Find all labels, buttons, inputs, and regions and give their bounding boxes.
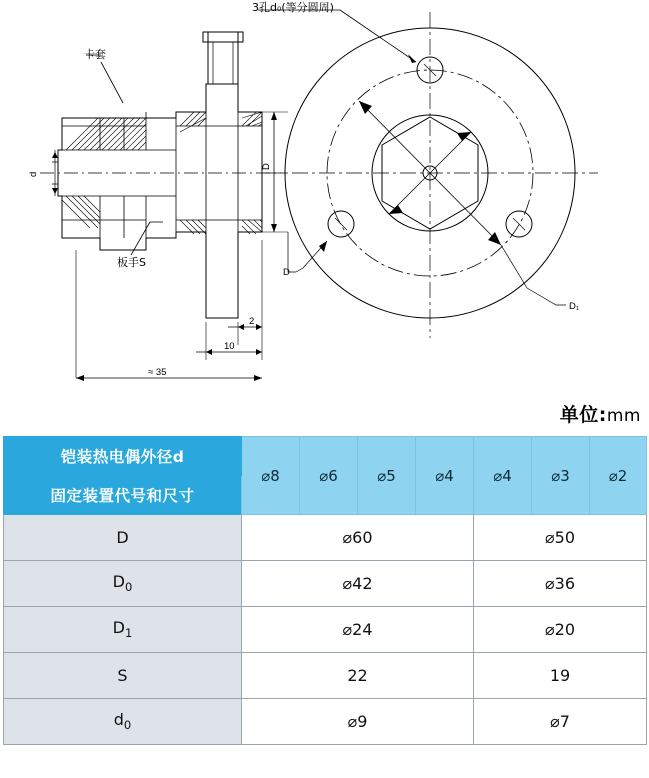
row-label-d0-sub: 0 (123, 718, 132, 733)
d-arrow-bottom (52, 188, 58, 194)
dim-2-arrow-l (238, 324, 244, 330)
row-D-value-left: ⌀60 (242, 515, 474, 561)
d-arrow-top (52, 152, 58, 158)
row-label-D1 (4, 607, 242, 653)
table-row (4, 515, 647, 561)
label-ferrule: 卡套 (84, 48, 106, 61)
spec-table (3, 436, 647, 745)
header-dia-2: ⌀5 (358, 437, 416, 515)
leader-ferrule (101, 62, 123, 103)
dim-35-arrow-l (76, 375, 84, 381)
label-dim-2: 2 (249, 316, 255, 327)
leader-D-left (288, 232, 296, 272)
header-dia-3: ⌀4 (416, 437, 474, 515)
body-inner-6 (206, 112, 238, 232)
dim-D-ext (262, 112, 288, 232)
row-label-d0 (4, 699, 242, 745)
unit-label: 单位 (559, 404, 599, 426)
table-row (4, 607, 647, 653)
hatching-lower (62, 196, 100, 228)
unit-separator: : (598, 404, 607, 426)
row-label-S-text: S (117, 666, 128, 685)
header-dia-5: ⌀3 (532, 437, 590, 515)
row-d0-value-left: ⌀9 (242, 699, 474, 745)
top-stub-bore (213, 42, 233, 84)
leader-holes-note (340, 10, 416, 62)
header-label-fixing-device: 固定装置代号和尺寸 (4, 476, 242, 515)
leader-holes-arrow (408, 54, 416, 63)
row-label-D0-text: D (112, 572, 125, 592)
row-label-D-text: D (116, 528, 129, 547)
row-label-D0-sub: 0 (125, 580, 133, 595)
row-label-d0-text: d (113, 710, 124, 730)
row-D0-value-right: ⌀36 (474, 561, 647, 607)
dim-10-arrow-r (256, 349, 262, 355)
label-D-left: D (283, 267, 290, 278)
table-row (4, 653, 647, 699)
row-label-D (4, 515, 242, 561)
dim-10-arrow-l (206, 349, 212, 355)
dim-35-arrow-r (254, 375, 262, 381)
row-S-value-right: 19 (474, 653, 647, 699)
header-dia-1: ⌀6 (300, 437, 358, 515)
label-dim-35: ≈ 35 (148, 367, 167, 378)
leader-D-outer-arrow (319, 241, 327, 252)
header-dia-6: ⌀2 (590, 437, 647, 515)
dim-D0-leader (501, 245, 527, 288)
header-label-outer-diameter: 铠装热电偶外径d (4, 437, 242, 476)
label-D-vertical: D (261, 163, 272, 170)
table-row (4, 561, 647, 607)
table-row (4, 699, 647, 745)
leader-D0-bottom (527, 288, 566, 305)
row-label-D1-text: D (112, 618, 125, 638)
row-label-S (4, 653, 242, 699)
dim-2-arrow-r (256, 324, 262, 330)
row-D1-value-left: ⌀24 (242, 607, 474, 653)
row-label-D1-sub: 1 (125, 626, 133, 641)
row-label-D0 (4, 561, 242, 607)
dim-D-arrow-top (271, 112, 277, 120)
row-D1-value-right: ⌀20 (474, 607, 647, 653)
unit-caption (341, 400, 641, 427)
label-D1-circle: D₁ (569, 301, 580, 312)
header-dia-0: ⌀8 (242, 437, 300, 515)
top-stub-flange (203, 32, 243, 42)
row-S-value-left: 22 (242, 653, 474, 699)
unit-value: mm (606, 406, 641, 426)
row-D-value-right: ⌀50 (474, 515, 647, 561)
row-D0-value-left: ⌀42 (242, 561, 474, 607)
label-d-small: d (28, 171, 39, 177)
hatching-upper (66, 118, 146, 150)
header-dia-4: ⌀4 (474, 437, 532, 515)
label-wrench: 板手S (117, 256, 146, 269)
label-holes-note: 3孔d₀(等分圆周) (252, 1, 334, 14)
dim-D-arrow-bot (271, 224, 277, 232)
top-stub (208, 32, 238, 84)
row-d0-value-right: ⌀7 (474, 699, 647, 745)
table-header-row-1 (4, 437, 647, 476)
label-dim-10: 10 (224, 341, 235, 352)
